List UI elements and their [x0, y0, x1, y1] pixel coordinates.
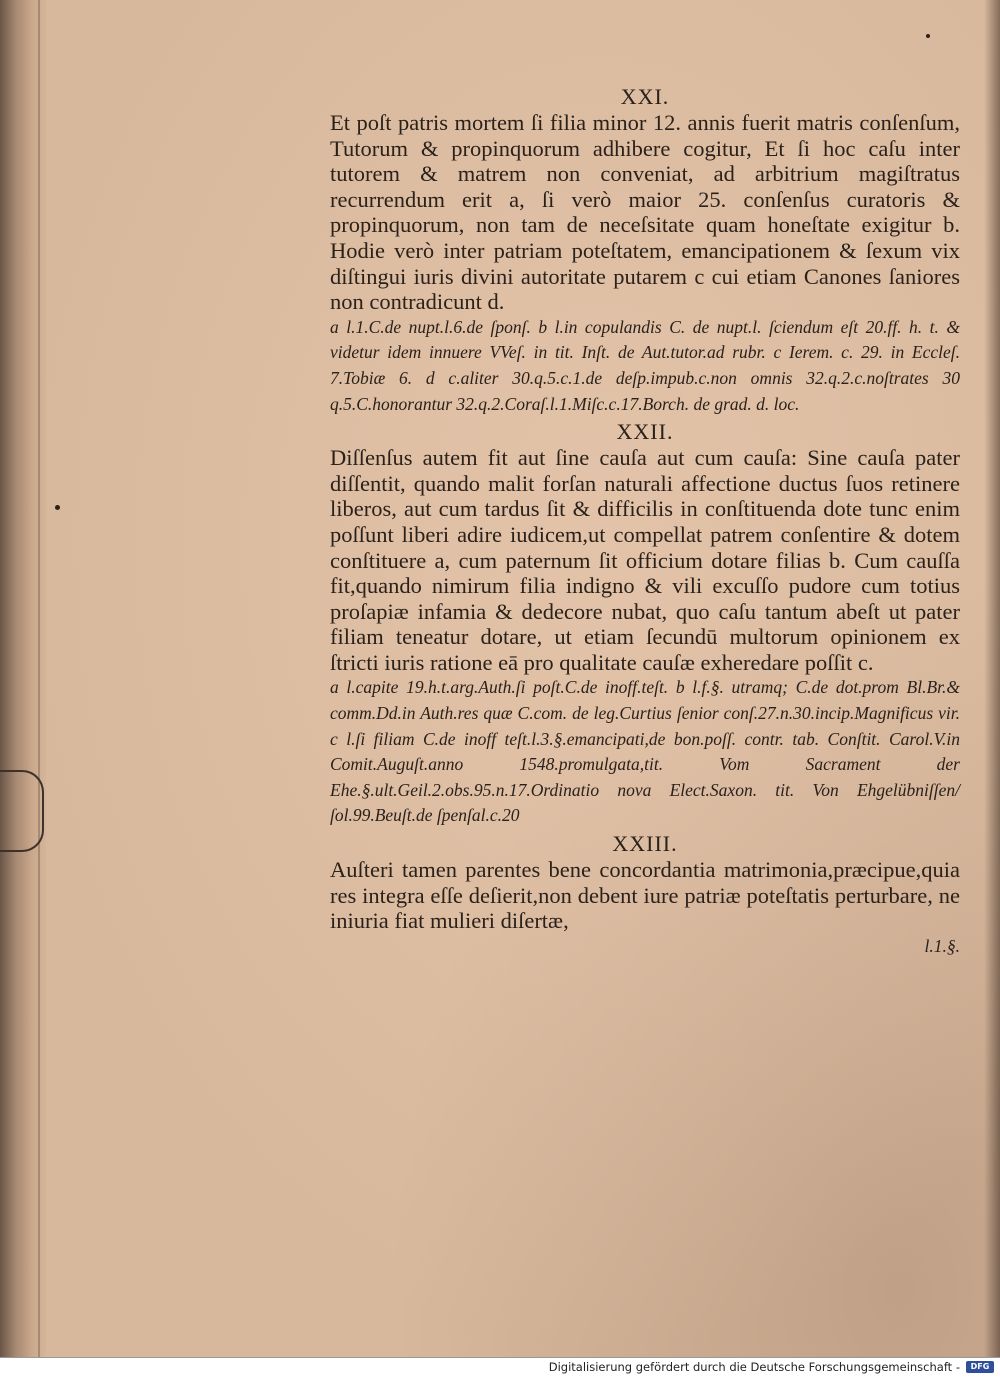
section-paragraph: Et poſt patris mortem ſi filia minor 12. annis fuerit matris conſenſum, Tutorum & propinquorum adhibere cogitur, Et ſi hoc caſu inter tutorem & matrem non conveniat, ad arbitrium magiſtratus recurrendum erit a, ſi verò maior 25. conſenſus curatoris & propinquorum, non tam de neceſsitate quam honeſtate exigitur b. Hodie verò inter patriam poteſtatem, emancipationem & ſexum vix diſtingui iuris divini autoritate putarem c cui etiam Canones ſaniores non contradicunt d. [330, 110, 960, 315]
page-clip [0, 770, 44, 852]
ink-spot [926, 34, 930, 38]
section-paragraph: Auſteri tamen parentes bene concordantia matrimonia,præcipue,quia res integra eſſe deſierit,non debent iure patriæ poteſtatis perturbare, ne iniuria fiat mulieri diſertæ, [330, 857, 960, 934]
dfg-logo-icon: DFG [966, 1361, 994, 1373]
page-right-shadow [984, 0, 1000, 1358]
section-footnotes: a l.1.C.de nupt.l.6.de ſponſ. b l.in copulandis C. de nupt.l. ſciendum eſt 20.ff. h. t. & videtur idem innuere VVeſ. in tit. Inſt. de Aut.tutor.ad rubr. c Ierem. c. 29. in Eccleſ. 7.Tobiæ 6. d c.aliter 30.q.5.c.1.de deſp.impub.c.non omnis 32.q.2.c.noſtrates 30 q.5.C.honorantur 32.q.2.Coraſ.l.1.Miſc.c.17.Borch. de grad. d. loc. [330, 316, 960, 414]
ink-spot [55, 505, 60, 510]
section-xxii [330, 419, 960, 829]
catchword: l.1.§. [924, 935, 960, 956]
section-heading: XXIII. [612, 831, 678, 857]
section-xxi [330, 84, 960, 417]
footer-credit: Digitalisierung gefördert durch die Deutsche Forschungsgemeinschaft - [548, 1360, 960, 1374]
footer-bar [0, 1357, 1000, 1377]
section-heading: XXII. [616, 419, 674, 445]
section-xxiii [330, 831, 960, 959]
gutter-line [38, 0, 40, 1358]
section-heading: XXI. [620, 84, 670, 109]
page-text-block [330, 82, 960, 959]
section-paragraph: Diſſenſus autem fit aut ſine cauſa aut cum cauſa: Sine cauſa pater diſſentit, quando malit forſan naturali affectione ductus ſuos retinere liberos, aut cum tardus ſit & difficilis in conſtituenda dote tunc enim poſſunt liberi adire iudicem,ut compellat patrem conſentire & dotem conſtituere a, cum paternum ſit officium dotare filias b. Cum cauſſa fit,quando nimirum filia indigno & vili excuſſo pudore cum totius proſapiæ infamia & dedecore nubat, quo caſu tantum abeſt ut pater filiam teneatur dotare, ut etiam ſecundū multorum opinionem ex ſtricti iuris ratione eā pro qualitate cauſæ exheredare poſſit c. [330, 445, 960, 675]
section-footnotes: a l.capite 19.h.t.arg.Auth.ſi poſt.C.de inoff.teſt. b l.f.§. utramq; C.de dot.prom Bl.Br.& comm.Dd.in Auth.res quæ C.com. de leg.Curtius ſenior conſ.27.n.30.incip.Magnificus vir. c l.ſi filiam C.de inoff teſt.l.3.§.emancipati,de bon.poſſ. contr. tab. Conſtit. Carol.V.in Comit.Auguſt.anno 1548.promulgata,tit. Vom Sacrament der Ehe.§.ult.Geil.2.obs.95.n.17.Ordinatio nova Elect.Saxon. tit. Von Ehgelübniſſen/ ſol.99.Beuſt.de ſpenſal.c.20 [330, 677, 960, 826]
